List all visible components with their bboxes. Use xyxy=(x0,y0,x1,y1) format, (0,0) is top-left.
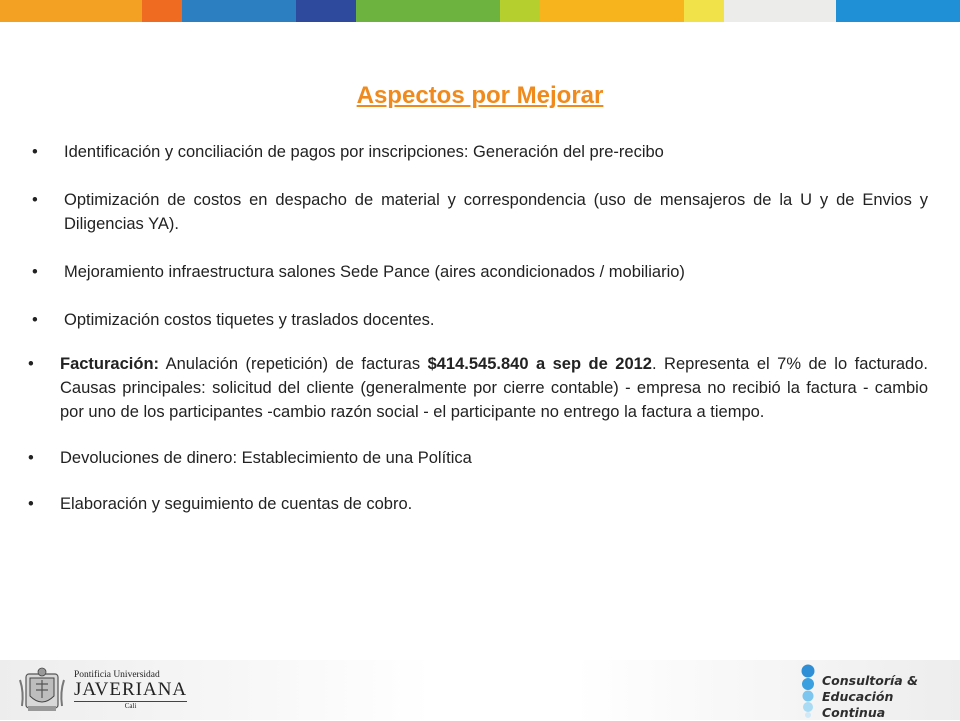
color-block-8 xyxy=(684,0,724,22)
color-block-9 xyxy=(724,0,836,22)
bullet-text: Optimización costos tiquetes y traslados docentes. xyxy=(64,311,435,329)
bullet-text: Mejoramiento infraestructura salones Sede Pance (aires acondicionados / mobiliario) xyxy=(64,263,685,281)
bullet-item xyxy=(32,308,928,332)
bullet-item xyxy=(28,492,928,516)
bullet-marker: • xyxy=(28,449,34,467)
bullet-marker: • xyxy=(32,263,38,281)
color-block-7 xyxy=(540,0,684,22)
color-block-2 xyxy=(142,0,182,22)
bullet-marker: • xyxy=(32,191,38,209)
university-crest-icon xyxy=(16,666,68,714)
facturacion-amount: $414.545.840 a sep de 2012 xyxy=(427,355,652,373)
university-prefix: Pontificia Universidad xyxy=(74,670,160,680)
color-block-10 xyxy=(836,0,960,22)
bullet-item xyxy=(32,260,928,284)
brand-line-1: Consultoría & xyxy=(822,673,918,688)
bullet-text: Elaboración y seguimiento de cuentas de cobro. xyxy=(60,495,413,513)
facturacion-label: Facturación: xyxy=(60,355,160,373)
consultoria-wordmark xyxy=(822,673,948,721)
university-name: JAVERIANA xyxy=(74,679,188,700)
logo-dot xyxy=(803,702,813,712)
bullet-list xyxy=(28,140,928,516)
consultoria-logo xyxy=(798,664,948,718)
color-block-6 xyxy=(500,0,540,22)
facturacion-text-before: Anulación (repetición) de facturas xyxy=(159,355,428,373)
bullet-marker: • xyxy=(32,311,38,329)
logo-dot xyxy=(803,691,814,702)
facturacion-text-after: . Representa el 7% de lo facturado. Causas principales: solicitud del cliente (generalmente por cierre contable) - empresa no recibió la factura - cambio por uno de los participantes -cambio razón social - el participante no entrego la factura a tiempo. xyxy=(60,355,928,421)
bullet-marker: • xyxy=(28,495,34,513)
bullet-item xyxy=(32,188,928,236)
bullet-text: Identificación y conciliación de pagos por inscripciones: Generación del pre-recibo xyxy=(64,143,664,161)
logo-dot xyxy=(802,665,815,678)
javeriana-wordmark xyxy=(74,670,187,710)
brand-line-2: Educación Continua xyxy=(822,689,894,720)
javeriana-logo xyxy=(16,666,187,714)
header-color-bar xyxy=(0,0,960,22)
bullet-marker: • xyxy=(32,143,38,161)
bullet-marker: • xyxy=(28,355,34,373)
color-block-4 xyxy=(296,0,356,22)
color-block-5 xyxy=(356,0,500,22)
logo-dot xyxy=(802,678,814,690)
university-city: Cali xyxy=(74,701,187,710)
bullet-text: Devoluciones de dinero: Establecimiento de una Política xyxy=(60,449,472,467)
bullet-item xyxy=(28,446,928,470)
color-block-1 xyxy=(0,0,142,22)
bullet-item-facturacion xyxy=(28,352,928,424)
dots-logo-icon xyxy=(798,664,818,718)
slide-title: Aspectos por Mejorar xyxy=(356,82,604,109)
bullet-text xyxy=(60,352,928,424)
bullet-text: Optimización de costos en despacho de material y correspondencia (uso de mensajeros de la U y de Envios y Diligencias YA). xyxy=(64,191,928,233)
bullet-item xyxy=(32,140,928,164)
color-block-3 xyxy=(182,0,296,22)
logo-dot xyxy=(805,712,811,718)
